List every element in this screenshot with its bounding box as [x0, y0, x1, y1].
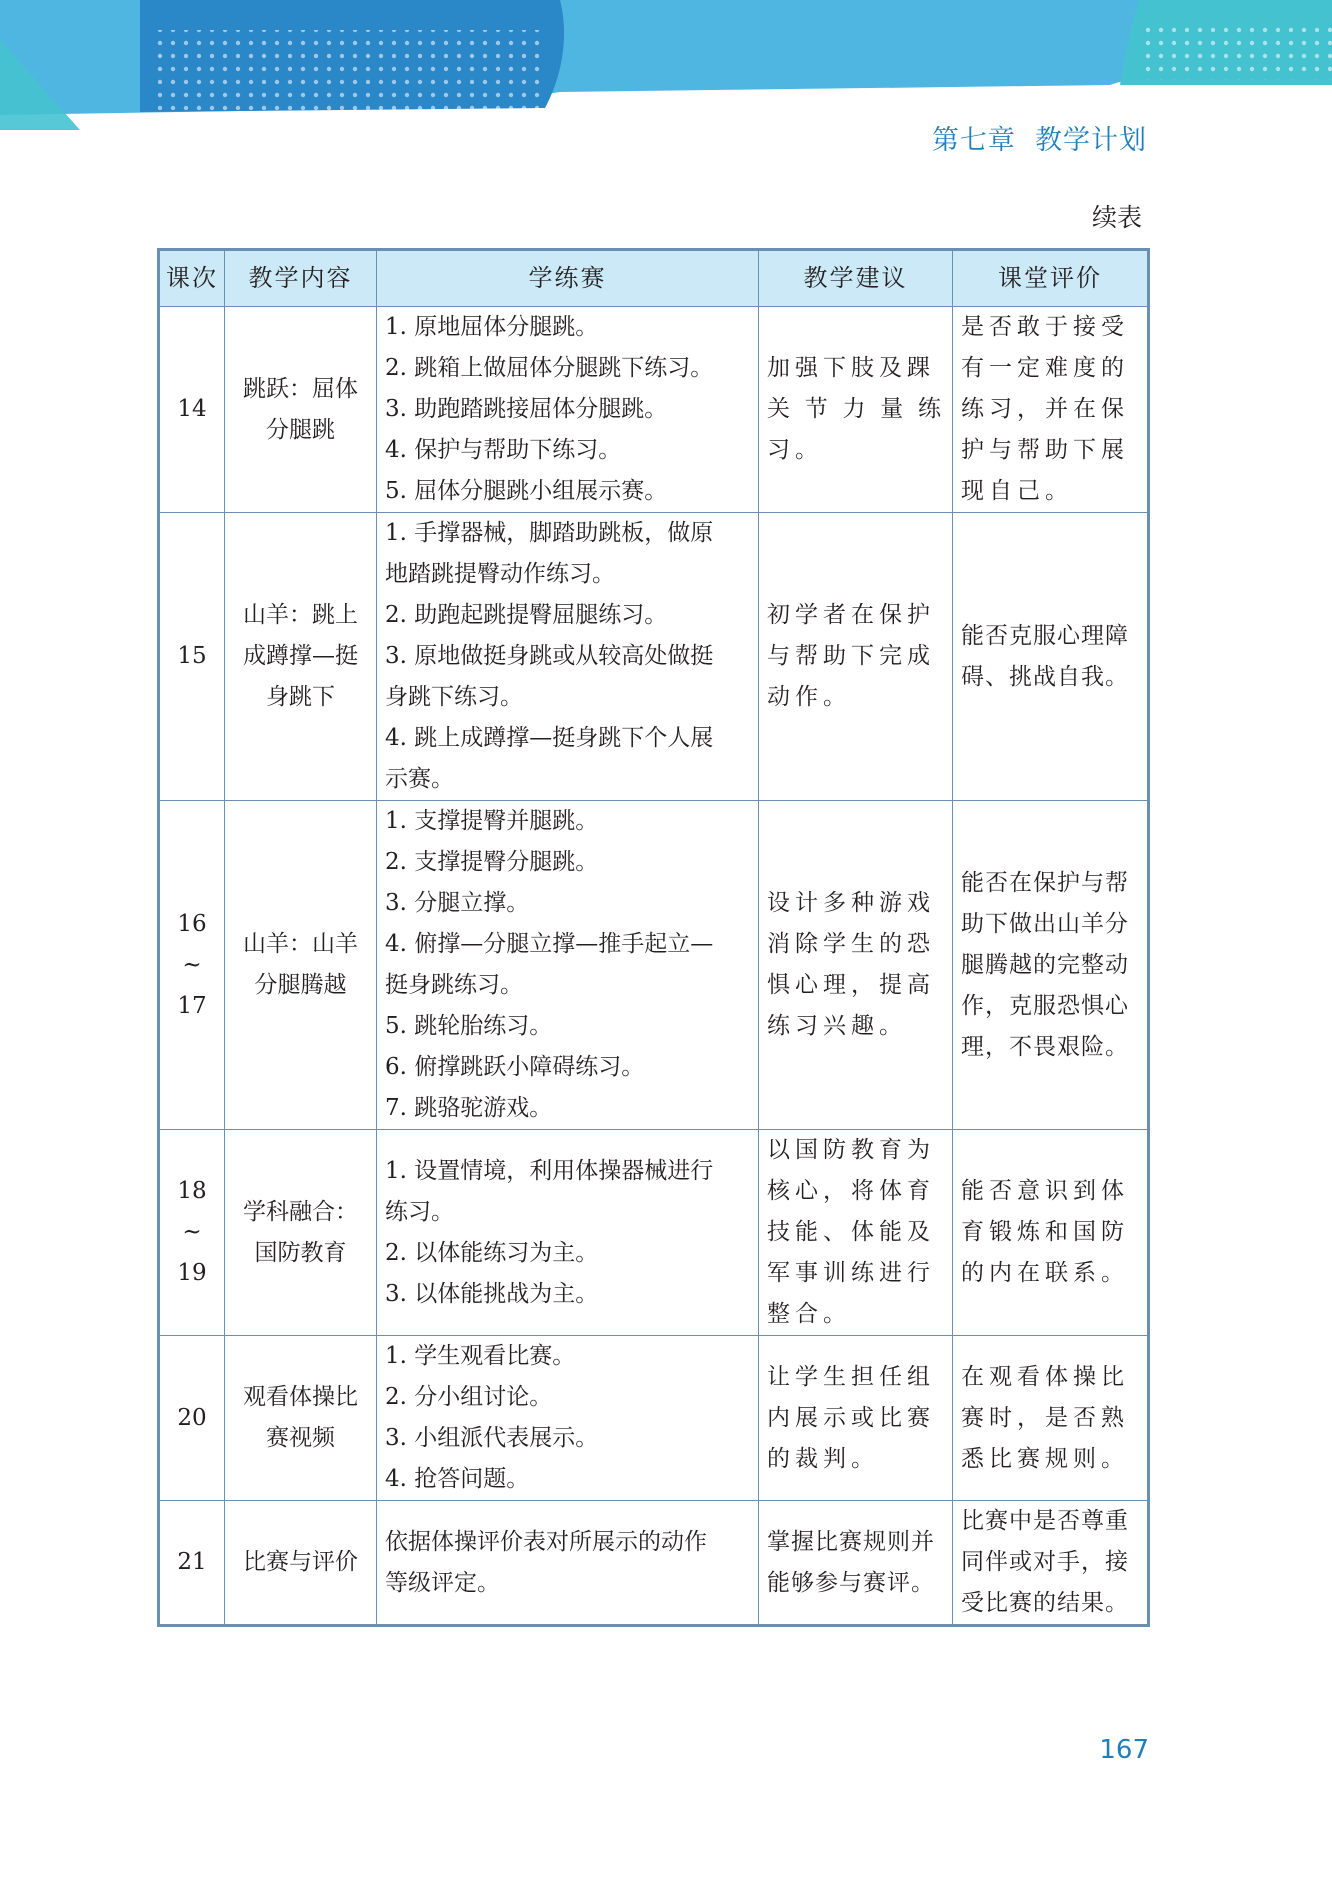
- class-evaluation-line: 能否克服心理障: [961, 622, 1129, 649]
- teaching-suggestion-cell: [759, 1336, 953, 1501]
- practice-items-line: 5. 跳轮胎练习。: [385, 1013, 553, 1039]
- column-header: 教学内容: [225, 250, 377, 307]
- table-row: [159, 307, 1149, 513]
- practice-items-line: 6. 俯撑跳跃小障碍练习。: [385, 1054, 645, 1080]
- teaching-suggestion-line: 内展示或比赛: [767, 1404, 935, 1431]
- practice-items-line: 2. 跳箱上做屈体分腿跳下练习。: [385, 355, 714, 381]
- lesson-number-line: ~: [182, 951, 202, 978]
- chapter-number: 第七章: [931, 125, 1016, 156]
- teaching-content-line: 山羊：跳上: [243, 602, 358, 628]
- practice-items-line: 1. 学生观看比赛。: [385, 1343, 576, 1369]
- teaching-content-cell: [225, 1130, 377, 1336]
- lesson-number-line: 21: [177, 1549, 207, 1575]
- class-evaluation-cell: [953, 307, 1149, 513]
- teaching-suggestion-cell: [759, 513, 953, 801]
- teaching-content-line: 成蹲撑—挺: [243, 643, 358, 669]
- teaching-suggestion-line: 初学者在保护: [767, 602, 935, 628]
- teaching-suggestion-line: 整合。: [767, 1301, 851, 1327]
- practice-items-cell: [377, 1130, 759, 1336]
- class-evaluation-line: 理，不畏艰险。: [961, 1033, 1129, 1060]
- practice-items-line: 地踏跳提臀动作练习。: [385, 561, 615, 587]
- lesson-number-cell: [159, 801, 225, 1130]
- teaching-content-line: 分腿跳: [266, 416, 335, 443]
- practice-items-line: 3. 小组派代表展示。: [385, 1425, 599, 1451]
- practice-items-line: 2. 以体能练习为主。: [385, 1239, 599, 1266]
- chapter-title: [932, 118, 1147, 157]
- lesson-number-line: ~: [182, 1219, 202, 1245]
- teaching-plan-table: [157, 248, 1150, 1627]
- practice-items-line: 7. 跳骆驼游戏。: [385, 1095, 553, 1121]
- practice-items-line: 3. 以体能挑战为主。: [385, 1280, 599, 1307]
- top-banner: [0, 0, 1332, 135]
- practice-items-line: 2. 助跑起跳提臀屈腿练习。: [385, 602, 668, 628]
- teaching-content-line: 分腿腾越: [254, 972, 347, 998]
- column-header: 学练赛: [377, 250, 759, 307]
- practice-items-line: 挺身跳练习。: [385, 972, 523, 998]
- teaching-content-cell: [225, 801, 377, 1130]
- practice-items-line: 4. 抢答问题。: [385, 1466, 530, 1492]
- teaching-suggestion-line: 核心，将体育: [767, 1178, 935, 1204]
- lesson-number-line: 14: [177, 396, 207, 422]
- class-evaluation-line: 比赛中是否尊重: [961, 1508, 1129, 1534]
- practice-items-line: 依据体操评价表对所展示的动作: [385, 1528, 707, 1555]
- class-evaluation-line: 能否在保护与帮: [961, 869, 1129, 896]
- teaching-suggestion-line: 的裁判。: [767, 1445, 879, 1472]
- practice-items-line: 4. 跳上成蹲撑—挺身跳下个人展: [385, 725, 714, 751]
- lesson-number-cell: [159, 1130, 225, 1336]
- table-row: [159, 1336, 1149, 1501]
- teaching-suggestion-line: 军事训练进行: [767, 1260, 935, 1286]
- teaching-suggestion-line: 惧心理，提高: [767, 972, 935, 998]
- practice-items-line: 等级评定。: [385, 1569, 500, 1596]
- practice-items-cell: [377, 1501, 759, 1626]
- lesson-number-line: 15: [177, 643, 207, 669]
- teaching-suggestion-cell: [759, 1130, 953, 1336]
- teaching-suggestion-line: 让学生担任组: [767, 1363, 935, 1390]
- teaching-content-line: 山羊：山羊: [243, 931, 358, 957]
- continued-label: 续表: [1091, 203, 1142, 232]
- class-evaluation-line: 助下做出山羊分: [961, 910, 1129, 937]
- practice-items-line: 1. 支撑提臀并腿跳。: [385, 808, 599, 834]
- class-evaluation-line: 同伴或对手，接: [961, 1549, 1129, 1575]
- teaching-content-line: 跳跃：屈体: [243, 375, 358, 402]
- teaching-content-line: 观看体操比: [243, 1384, 358, 1410]
- class-evaluation-line: 有一定难度的: [961, 355, 1129, 381]
- class-evaluation-line: 能否意识到体: [961, 1178, 1129, 1204]
- class-evaluation-line: 悉比赛规则。: [961, 1445, 1129, 1472]
- table-body: [159, 307, 1149, 1626]
- lesson-number-line: 18: [177, 1178, 207, 1204]
- table-row: [159, 801, 1149, 1130]
- practice-items-line: 1. 手撑器械，脚踏助跳板，做原: [385, 520, 714, 546]
- practice-items-line: 3. 原地做挺身跳或从较高处做挺: [385, 643, 714, 669]
- class-evaluation-line: 腿腾越的完整动: [961, 951, 1129, 978]
- practice-items-line: 身跳下练习。: [385, 684, 523, 710]
- class-evaluation-line: 作，克服恐惧心: [961, 992, 1129, 1019]
- practice-items-line: 2. 分小组讨论。: [385, 1384, 553, 1410]
- practice-items-line: 4. 俯撑—分腿立撑—推手起立—: [385, 931, 714, 957]
- practice-items-cell: [377, 1336, 759, 1501]
- teaching-content-line: 学科融合：: [243, 1198, 358, 1225]
- lesson-number-cell: [159, 513, 225, 801]
- practice-items-line: 3. 分腿立撑。: [385, 890, 530, 916]
- teaching-suggestion-line: 消除学生的恐: [767, 931, 935, 957]
- class-evaluation-line: 是否敢于接受: [961, 314, 1129, 340]
- teaching-suggestion-line: 加强下肢及踝: [767, 355, 935, 381]
- teaching-suggestion-line: 能够参与赛评。: [767, 1569, 935, 1596]
- lesson-number-line: 20: [177, 1404, 207, 1431]
- teaching-content-cell: [225, 1501, 377, 1626]
- page-number: 167: [1099, 1735, 1149, 1765]
- class-evaluation-line: 育锻炼和国防: [961, 1219, 1129, 1245]
- practice-items-line: 1. 设置情境，利用体操器械进行: [385, 1157, 714, 1184]
- practice-items-cell: [377, 513, 759, 801]
- teaching-suggestion-line: 练习兴趣。: [767, 1013, 907, 1039]
- column-header: 教学建议: [759, 250, 953, 307]
- class-evaluation-line: 的内在联系。: [961, 1260, 1129, 1286]
- lesson-number-cell: [159, 1501, 225, 1626]
- practice-items-line: 3. 助跑踏跳接屈体分腿跳。: [385, 396, 668, 422]
- practice-items-line: 1. 原地屈体分腿跳。: [385, 314, 599, 340]
- class-evaluation-cell: [953, 513, 1149, 801]
- practice-items-line: 4. 保护与帮助下练习。: [385, 437, 622, 463]
- table-row: [159, 1501, 1149, 1626]
- practice-items-line: 5. 屈体分腿跳小组展示赛。: [385, 478, 668, 504]
- teaching-suggestion-line: 技能、体能及: [767, 1219, 935, 1245]
- teaching-suggestion-cell: [759, 307, 953, 513]
- teaching-content-cell: [225, 1336, 377, 1501]
- teaching-suggestion-line: 与帮助下完成: [767, 643, 935, 669]
- column-header: 课堂评价: [953, 250, 1149, 307]
- practice-items-line: 示赛。: [385, 766, 454, 792]
- class-evaluation-cell: [953, 1130, 1149, 1336]
- class-evaluation-line: 赛时，是否熟: [961, 1404, 1129, 1431]
- column-header: 课次: [159, 250, 225, 307]
- teaching-suggestion-line: 设计多种游戏: [767, 890, 935, 916]
- lesson-number-line: 19: [177, 1260, 207, 1286]
- lesson-number-line: 17: [177, 992, 207, 1019]
- teaching-suggestion-cell: [759, 1501, 953, 1626]
- teaching-suggestion-line: 动作。: [767, 684, 851, 710]
- table-row: [159, 1130, 1149, 1336]
- class-evaluation-line: 练习，并在保: [961, 396, 1129, 422]
- lesson-number-cell: [159, 307, 225, 513]
- table-row: [159, 513, 1149, 801]
- teaching-content-line: 赛视频: [266, 1425, 335, 1451]
- class-evaluation-line: 碍、挑战自我。: [961, 663, 1129, 690]
- teaching-content-line: 身跳下: [266, 684, 335, 710]
- practice-items-line: 练习。: [385, 1198, 454, 1225]
- teaching-suggestion-line: 掌握比赛规则并: [767, 1528, 935, 1555]
- class-evaluation-line: 受比赛的结果。: [961, 1590, 1129, 1616]
- class-evaluation-line: 护与帮助下展: [961, 437, 1129, 463]
- teaching-content-line: 比赛与评价: [243, 1549, 358, 1575]
- practice-items-cell: [377, 801, 759, 1130]
- teaching-content-cell: [225, 307, 377, 513]
- class-evaluation-line: 现自己。: [961, 478, 1073, 504]
- class-evaluation-cell: [953, 1336, 1149, 1501]
- teaching-suggestion-line: 以国防教育为: [767, 1137, 935, 1163]
- teaching-content-cell: [225, 513, 377, 801]
- teaching-suggestion-cell: [759, 801, 953, 1130]
- practice-items-line: 2. 支撑提臀分腿跳。: [385, 849, 599, 875]
- teaching-suggestion-line: 关节力量练习。: [767, 396, 946, 463]
- class-evaluation-cell: [953, 1501, 1149, 1626]
- lesson-number-cell: [159, 1336, 225, 1501]
- teaching-content-line: 国防教育: [254, 1239, 347, 1266]
- table-header-row: [159, 250, 1149, 307]
- chapter-name: 教学计划: [1035, 125, 1147, 156]
- class-evaluation-line: 在观看体操比: [961, 1363, 1129, 1390]
- class-evaluation-cell: [953, 801, 1149, 1130]
- practice-items-cell: [377, 307, 759, 513]
- lesson-number-line: 16: [177, 910, 207, 937]
